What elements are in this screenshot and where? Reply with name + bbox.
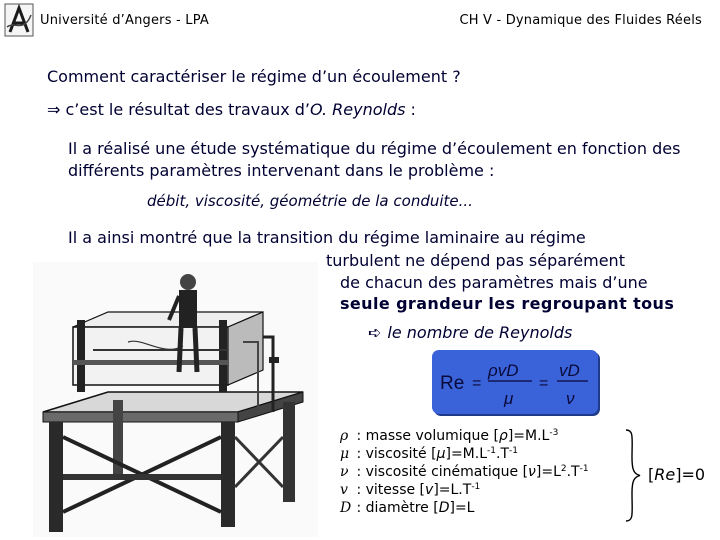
slide-question: Comment caractériser le régime d’un écoulement ?	[47, 67, 461, 86]
reynolds-formula-box	[432, 350, 598, 414]
university-monogram-icon	[4, 3, 34, 37]
answer-line	[47, 100, 416, 119]
formula-eq-1: =	[472, 375, 482, 392]
formula-eq-2: =	[539, 375, 549, 392]
study-paragraph: Il a réalisé une étude systématique du régime d’écoulement en fonction des différents paramètres intervenant dans le problème :	[68, 139, 681, 180]
formula-num-2: vD	[559, 361, 580, 380]
answer-text: c’est le résultat des travaux d’	[65, 100, 311, 119]
reynolds-experiment-engraving-icon	[33, 262, 318, 537]
right-brace-icon	[624, 428, 642, 523]
reynolds-number-line	[368, 323, 572, 342]
header-chapter: CH V - Dynamique des Fluides Réels	[459, 13, 702, 28]
formula-den-1: μ	[504, 389, 514, 408]
implies-arrow-icon: ⇒	[47, 100, 61, 119]
formula-num-1: ρvD	[488, 361, 519, 380]
header-institution: Université d’Angers - LPA	[40, 13, 209, 28]
formula-lhs: Re	[440, 373, 465, 394]
transition-line-4: seule grandeur les regroupant tous	[340, 294, 675, 313]
formula-den-2: ν	[566, 389, 575, 408]
pointing-arrow-icon: ➪	[368, 323, 382, 342]
legend-row-diameter: D : diamètre [D]=L	[340, 500, 475, 516]
reynolds-name: O. Reynolds	[310, 100, 406, 119]
legend-row-density: ρ : masse volumique $[\rho]=M.L^{-3}$	[340, 428, 559, 444]
legend-row-kinematic-viscosity: ν : viscosité cinématique $[\nu]=L^2.T^{-1}$	[340, 464, 589, 480]
reynolds-formula	[432, 350, 598, 414]
reynolds-dimensionless: [Re]=0	[648, 465, 706, 484]
transition-line-2: turbulent ne dépend pas séparément	[326, 251, 625, 270]
parameters-list: débit, viscosité, géométrie de la conduite...	[147, 192, 473, 210]
answer-tail: :	[405, 100, 416, 119]
transition-line-1: Il a ainsi montré que la transition du régime laminaire au régime	[68, 228, 586, 247]
legend-row-viscosity: μ : viscosité $[\mu]=M.L^{-1}.T^{-1}$	[340, 446, 518, 462]
reynolds-label: le nombre de Reynolds	[387, 323, 573, 342]
legend-row-velocity: v : vitesse $[v]=L.T^{-1}$	[340, 482, 481, 498]
variable-legend	[340, 427, 589, 517]
transition-line-3: de chacun des paramètres mais d’une	[340, 273, 648, 292]
